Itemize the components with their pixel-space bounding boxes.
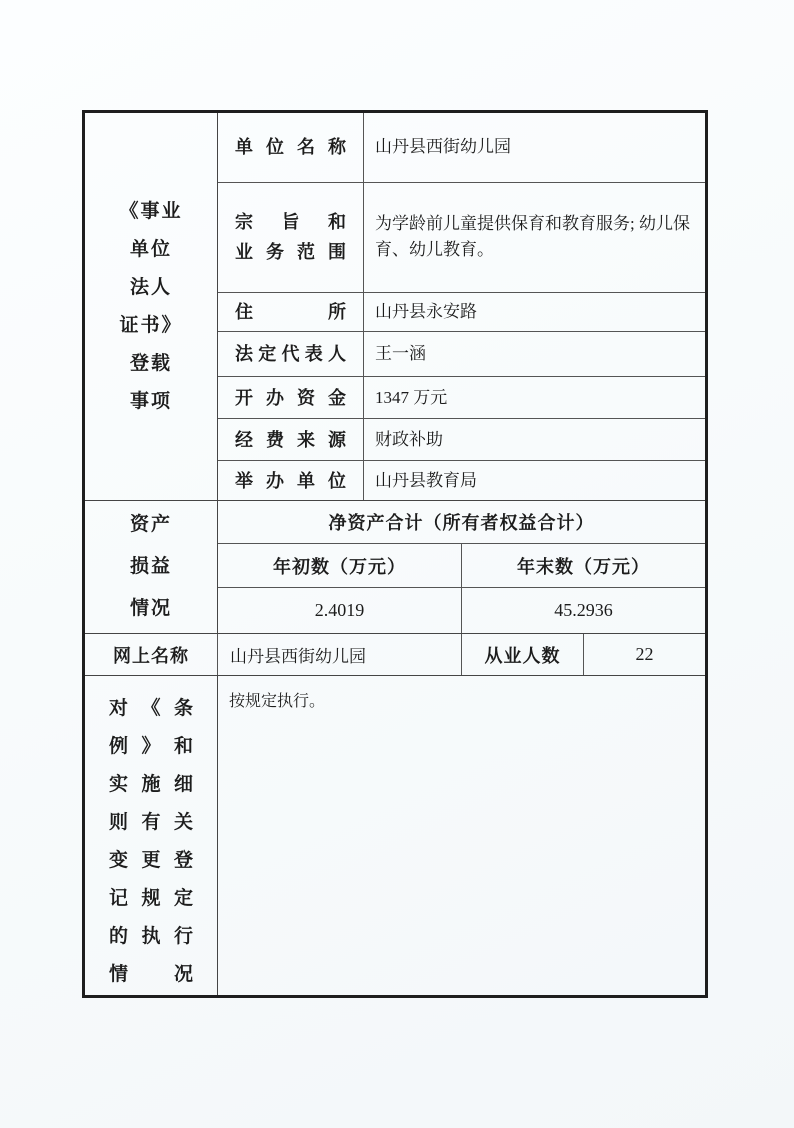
sponsor-unit-label-cell <box>218 461 364 500</box>
mission-scope-label-line1: 宗旨和 <box>235 212 346 233</box>
sponsor-unit-value: 山丹县教育局 <box>375 470 477 490</box>
registration-table <box>82 110 708 998</box>
staff-count-value-cell <box>584 634 705 675</box>
year-begin-value: 2.4019 <box>314 600 365 621</box>
side-label-line: 变更登 <box>109 850 193 871</box>
staff-count-value: 22 <box>635 644 654 664</box>
mission-scope-value: 为学龄前儿童提供保育和教育服务; 幼儿保育、幼儿教育。 <box>375 214 690 260</box>
mission-scope-label-cell <box>218 183 364 292</box>
unit-name-value: 山丹县西街幼儿园 <box>375 137 511 157</box>
table-row-legal-representative <box>218 332 705 377</box>
table-row-sponsor-unit <box>218 461 705 500</box>
legal-representative-label-cell <box>218 332 364 376</box>
side-label-line: 对《条 <box>109 698 193 719</box>
certificate-items-side-label <box>85 113 218 500</box>
staff-count-label: 从业人数 <box>484 645 561 666</box>
year-end-value-cell <box>462 588 705 633</box>
year-begin-label: 年初数（万元） <box>273 556 406 577</box>
side-label-line: 情况 <box>129 598 172 619</box>
year-end-label: 年末数（万元） <box>517 556 650 577</box>
net-assets-header: 净资产合计（所有者权益合计） <box>328 512 595 533</box>
year-begin-value-cell <box>218 588 462 633</box>
net-assets-header-cell <box>218 501 705 544</box>
side-label-line: 损益 <box>129 556 172 577</box>
mission-scope-value-cell <box>364 183 705 292</box>
address-label: 住所 <box>235 301 346 322</box>
side-label-line: 则有关 <box>109 812 193 833</box>
assets-column-headers-row <box>218 544 705 589</box>
unit-name-value-cell <box>364 113 705 182</box>
assets-section <box>85 501 705 634</box>
year-begin-label-cell <box>218 544 462 588</box>
assets-values-row <box>218 588 705 633</box>
online-name-row <box>85 634 705 676</box>
legal-representative-value-cell <box>364 332 705 376</box>
table-row-address <box>218 293 705 333</box>
opening-funds-label: 开办资金 <box>235 387 346 408</box>
compliance-value-cell <box>218 676 705 995</box>
funding-source-label-cell <box>218 419 364 460</box>
online-name-label-cell <box>85 634 218 675</box>
mission-scope-label-line2: 业务范围 <box>235 242 346 263</box>
compliance-side-label <box>85 676 218 995</box>
side-label-line: 实施细 <box>109 774 193 795</box>
legal-representative-label: 法定代表人 <box>235 344 346 365</box>
opening-funds-value-cell <box>364 377 705 418</box>
funding-source-label: 经费来源 <box>235 429 346 450</box>
side-label-line: 证书》 <box>119 314 183 336</box>
table-row-unit-name <box>218 113 705 183</box>
address-label-cell <box>218 293 364 332</box>
side-label-line: 《事业 <box>119 200 183 222</box>
side-label-line: 事项 <box>129 390 172 412</box>
opening-funds-value: 1347 万元 <box>375 387 448 407</box>
side-label-line: 情况 <box>109 964 193 985</box>
assets-side-label <box>85 501 218 633</box>
address-value-cell <box>364 293 705 332</box>
table-row-funding-source <box>218 419 705 461</box>
side-label-line: 的执行 <box>109 926 193 947</box>
side-label-line: 例》和 <box>109 736 193 757</box>
funding-source-value-cell <box>364 419 705 460</box>
compliance-value: 按规定执行。 <box>229 693 326 710</box>
unit-name-label: 单位名称 <box>235 137 346 158</box>
certificate-items-section <box>85 113 705 501</box>
table-row-mission-scope <box>218 183 705 293</box>
opening-funds-label-cell <box>218 377 364 418</box>
online-name-label: 网上名称 <box>113 645 189 666</box>
sponsor-unit-value-cell <box>364 461 705 500</box>
side-label-line: 登载 <box>129 352 172 374</box>
sponsor-unit-label: 举办单位 <box>235 470 346 491</box>
assets-grid <box>218 501 705 633</box>
online-name-value: 山丹县西街幼儿园 <box>230 647 366 666</box>
year-end-value: 45.2936 <box>554 600 613 621</box>
side-label-line: 单位 <box>129 238 172 260</box>
certificate-items-rows <box>218 113 705 500</box>
online-name-value-cell <box>218 634 462 675</box>
unit-name-label-cell <box>218 113 364 182</box>
side-label-line: 记规定 <box>109 888 193 909</box>
legal-representative-value: 王一涵 <box>375 344 426 364</box>
table-row-opening-funds <box>218 377 705 419</box>
year-end-label-cell <box>462 544 705 588</box>
staff-count-label-cell <box>462 634 584 675</box>
address-value: 山丹县永安路 <box>375 301 477 321</box>
side-label-line: 资产 <box>129 514 172 535</box>
side-label-line: 法人 <box>129 276 172 298</box>
compliance-section <box>85 676 705 995</box>
funding-source-value: 财政补助 <box>375 429 443 449</box>
